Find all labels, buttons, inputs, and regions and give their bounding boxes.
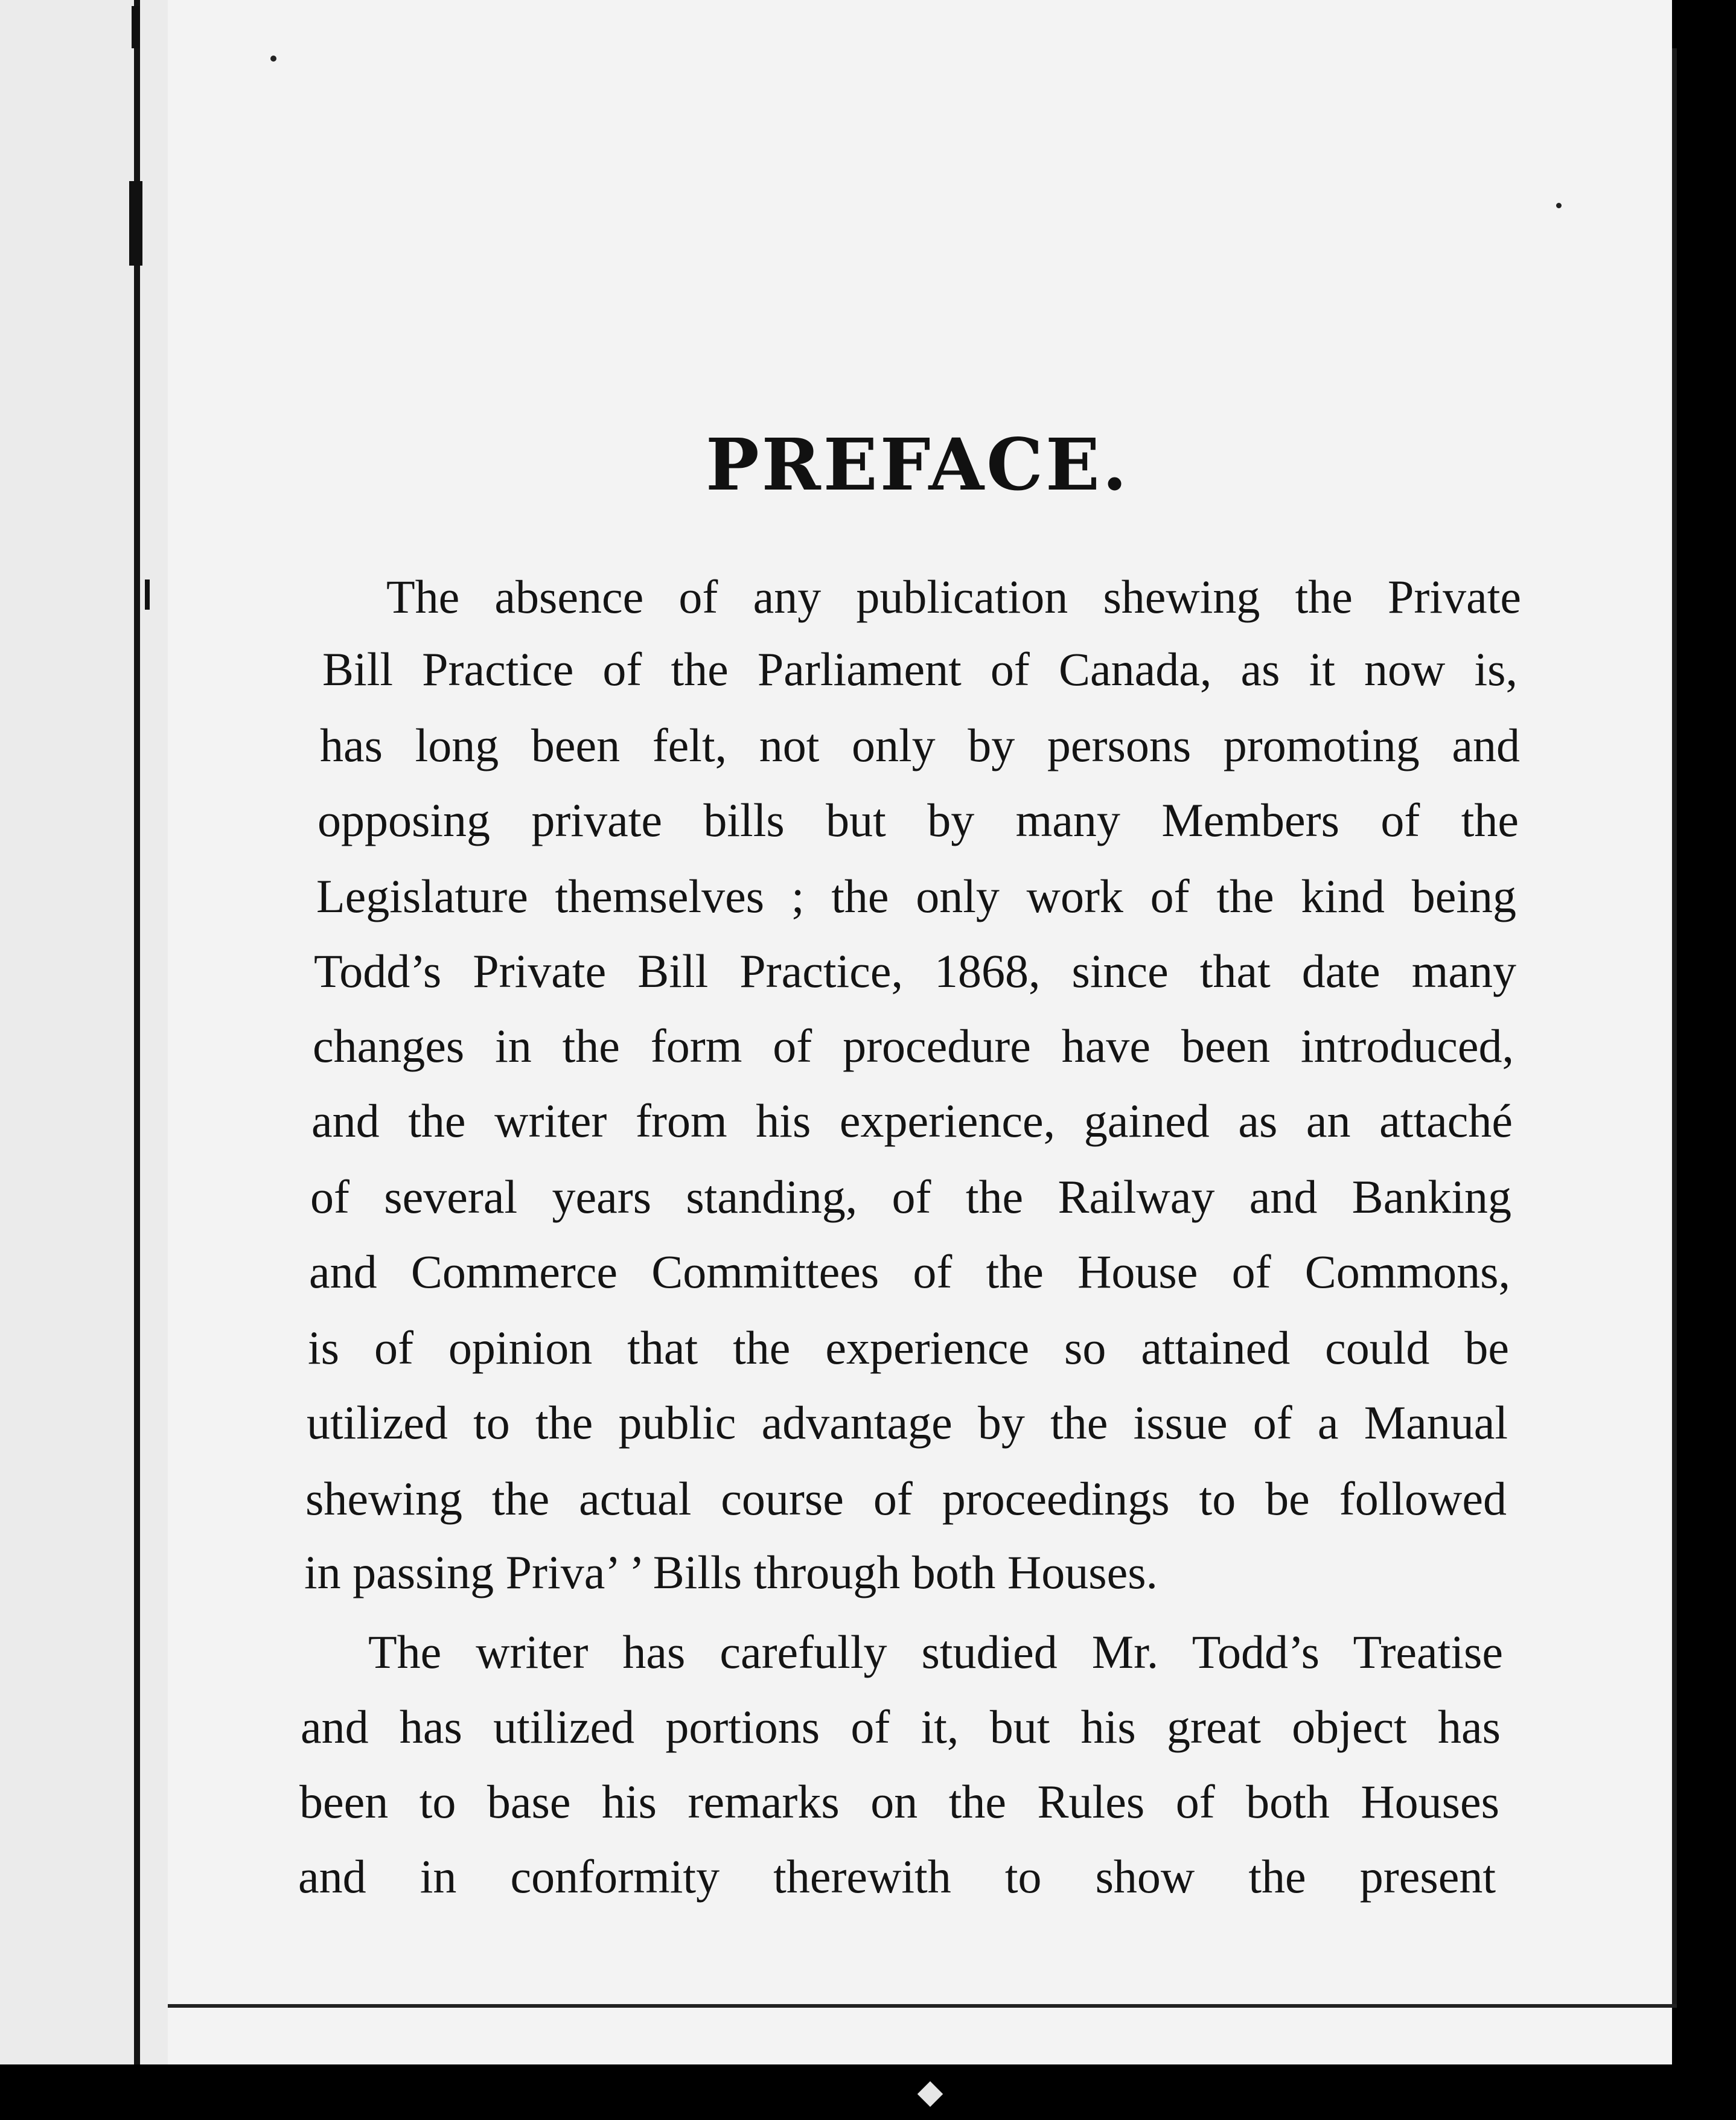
gutter-mark xyxy=(145,579,150,610)
text-line: and has utilized portions of it, but his great object has xyxy=(301,1700,1501,1753)
text-line: Legislature themselves ; the only work of the kind being xyxy=(316,870,1516,922)
text-line: The writer has carefully studied Mr. Todd’s Treatise xyxy=(368,1626,1503,1678)
text-line: in passing Priva’ ’ Bills through both Houses. xyxy=(304,1546,1158,1598)
text-line: is of opinion that the experience so attained could be xyxy=(308,1321,1509,1374)
book-gutter xyxy=(134,0,140,2064)
text-line: changes in the form of procedure have been introduced, xyxy=(313,1020,1514,1072)
page-bottom-edge xyxy=(168,2004,1677,2008)
text-line: and Commerce Committees of the House of Commons, xyxy=(309,1245,1510,1298)
text-line: and the writer from his experience, gained as an attaché xyxy=(311,1094,1513,1147)
facing-page-edge xyxy=(0,0,168,2064)
gutter-mark xyxy=(129,181,142,266)
page-right-edge xyxy=(1672,48,1677,2004)
text-line: of several years standing, of the Railway and Banking xyxy=(310,1170,1511,1223)
speck xyxy=(270,56,276,62)
text-line: been to base his remarks on the Rules of both Houses xyxy=(299,1775,1499,1828)
text-line: Bill Practice of the Parliament of Canada, as it now is, xyxy=(322,643,1517,695)
text-line: opposing private bills but by many Members of the xyxy=(318,794,1519,846)
text-line: utilized to the public advantage by the issue of a Manual xyxy=(307,1396,1508,1449)
page-ornament xyxy=(917,2081,943,2107)
page-title: PREFACE. xyxy=(705,423,1130,506)
text-line: has long been felt, not only by persons promoting and xyxy=(320,719,1520,771)
text-line: The absence of any publication shewing the Private xyxy=(386,570,1521,623)
text-line: and in conformity therewith to show the present xyxy=(298,1850,1496,1903)
text-line: Todd’s Private Bill Practice, 1868, since that date many xyxy=(314,945,1516,997)
gutter-mark xyxy=(132,6,140,48)
text-line: shewing the actual course of proceedings to be followed xyxy=(305,1472,1507,1525)
bleed-through-text xyxy=(338,199,1545,351)
speck xyxy=(1556,203,1562,208)
